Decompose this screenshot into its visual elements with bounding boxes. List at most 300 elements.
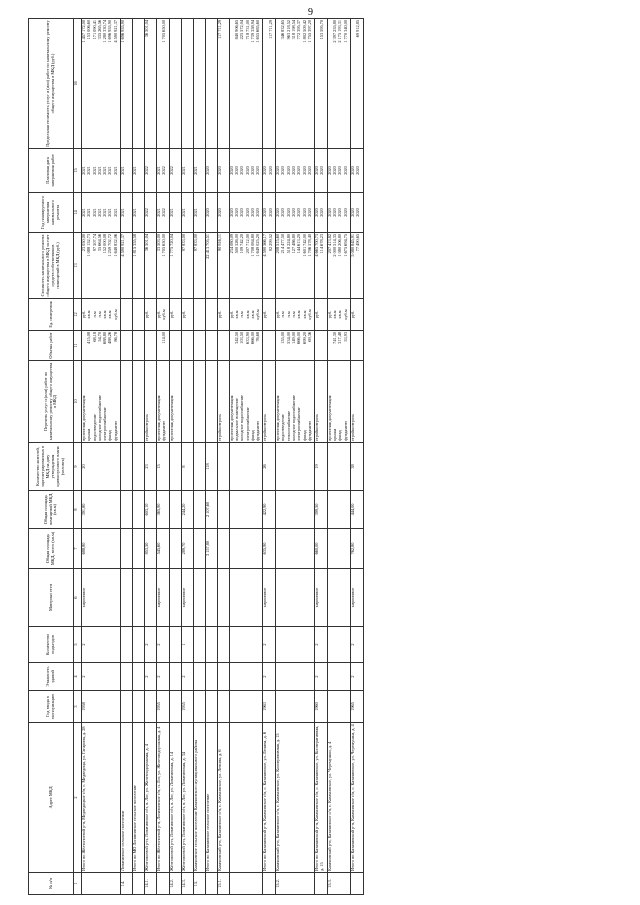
cell-yr [327,193,350,233]
cell-no: 15.1. [217,873,229,895]
cell-area2: 391,80 [82,491,121,529]
cell-works [145,361,157,443]
cell-works [217,361,229,443]
column-header: № п/п [29,873,74,895]
column-number: 10 [74,361,82,443]
cell-line: п.м [280,311,286,318]
cell-mat [229,569,263,627]
cell-plan [82,149,121,193]
cell-mat [133,569,145,627]
cell-line: 518 224,80 [285,234,291,254]
cell-addr: Казачинский р-н, Казачинское с/п, с. Казачинское, ул. Кооперативная, д. 15 [276,723,315,873]
cell-line: кв.м [332,310,338,319]
cell-vol [82,331,121,361]
rotated-table-wrapper [28,19,628,895]
cell-line: 36 501,04 [144,234,150,252]
page-number: 9 [308,7,313,18]
cell-line: 2021 [180,208,186,217]
cell-addr: Казачинский р-н, Казачинское с/п, с. Казачинское, ул. Черемушки, д. 4 [327,723,350,873]
cell-line: 2020 [314,166,320,175]
table-row [145,19,157,895]
cell-line [182,332,187,359]
cell-addr: Жёлтоноевой р-н, Лопатинское с/п, п. Лог, ул. Лопатинская, д. 14 [169,723,181,873]
cell-year [193,691,205,723]
cell-max [82,19,121,149]
cell-area2 [193,491,205,529]
cell-line: стройконтроль [262,413,268,441]
cell-line: фасад [301,430,307,441]
cell-fl [327,663,350,691]
cell-unit [315,299,328,331]
cell-line: 35 664,56 [96,234,102,252]
cell-no: 15.3. [327,873,350,895]
cell-line: 2 397 255,80 [332,20,338,43]
cell-line: кв.м [86,310,92,319]
cell-max [133,19,145,149]
cell-line: 2021 [132,166,138,175]
cell-fl [205,663,217,691]
cell-line: п.м [285,311,291,318]
column-number: 7 [74,529,82,569]
cell-en [133,627,145,663]
cell-area2 [229,491,263,529]
cell-line: 23 050,00 [81,234,86,252]
cell-line: 2021 [81,208,86,217]
cell-vol [169,331,181,361]
cell-en [205,627,217,663]
cell-plan [145,149,157,193]
cell-no [133,873,145,895]
cell-line [263,332,268,359]
table-row [82,19,121,895]
column-header: Количество подъездов [29,627,74,663]
cell-unit [133,299,145,331]
cell-plan [157,149,170,193]
table-row [205,19,217,895]
cell-cost [276,233,315,299]
column-header: Ед. измерения [29,299,74,331]
cell-yr [82,193,121,233]
cell-plan [350,149,363,193]
cell-max [121,19,133,149]
cell-fl [169,663,181,691]
cell-line: 2021 [96,208,102,217]
cell-cost [263,233,276,299]
cell-fl [217,663,229,691]
cell-area2: 365,90 [157,491,170,529]
cell-cost [327,233,350,299]
cell-works [315,361,328,443]
cell-line: 171 090,41 [91,20,97,40]
cell-works [350,361,363,443]
cell-line: 1 080 206,80 [337,234,343,257]
cell-mat [121,569,133,627]
cell-people [133,443,145,491]
cell-line: 2020 [267,208,273,217]
cell-line: 2020 [342,208,348,217]
cell-max [169,19,181,149]
cell-line: 1 655 685,60 [255,20,261,43]
cell-line: 2020 [355,208,361,217]
table-row [327,19,350,895]
cell-line: 207 413,82 [326,234,332,254]
column-header: Перечень услуг и (или) работ по капитальному ремонту общего имущества в МКД [29,361,74,443]
cell-cost [315,233,328,299]
cell-yr [276,193,315,233]
column-header: Плановая дата завершения работ [29,149,74,193]
cell-line: 2020 [262,166,268,175]
cell-addr: Казачинское сельское поселение Казачинского муниципального района [193,723,205,873]
cell-line: куб.м [112,309,118,320]
cell-line: 342,50 [233,332,239,344]
cell-line: 2021 [120,208,126,217]
cell-line: 2020 [239,208,245,217]
cell-en: 2 [82,627,121,663]
cell-line: 114 678,23 [319,234,325,254]
cell-line: 2020 [255,166,261,175]
cell-line: 2020 [204,208,210,217]
cell-line: 2021 [156,166,162,175]
cell-line: 2020 [239,166,245,175]
cell-en [121,627,133,663]
cell-area: 3 157,80 [205,529,217,569]
cell-line: 2020 [301,208,307,217]
cell-people [193,443,205,491]
document-sheet [28,19,628,895]
cell-line: фасад [249,430,255,441]
cell-line: 2020 [296,166,302,175]
cell-area2 [169,491,181,529]
cell-people: 38 [350,443,363,491]
cell-line: 500 526,00 [233,234,239,254]
cell-addr: Итого по Казачинское сельское поселение [205,723,217,873]
cell-vol [157,331,170,361]
cell-line: 54,70 [96,332,102,342]
cell-line: 2020 [296,208,302,217]
cell-works [193,361,205,443]
cell-line: 2020 [249,208,255,217]
cell-cost [193,233,205,299]
cell-line: 1 705 650,00 [161,20,167,43]
column-number: 6 [74,569,82,627]
cell-line: кв.м [244,310,250,319]
cell-line: 2020 [342,166,348,175]
cell-line: кв.м [296,310,302,319]
cell-vol [181,331,193,361]
cell-line: 214 477,50 [280,234,286,254]
cell-line: 2020 [233,166,239,175]
column-number: 4 [74,663,82,691]
cell-line: 2020 [326,208,332,217]
cell-line: 2020 [290,166,296,175]
cell-line: п.м [96,311,102,318]
cell-line: 2021 [81,166,86,175]
cell-mat: кирпичное [315,569,328,627]
cell-line: 2020 [275,208,281,217]
cell-en: 2 [350,627,363,663]
cell-line: 2020 [337,208,343,217]
cell-line: 2021 [112,208,118,217]
cell-area [276,529,315,569]
cell-area: 853,50 [145,529,157,569]
cell-works [229,361,263,443]
cell-line: крыша [332,428,338,441]
cell-line: 97 507,74 [91,234,97,252]
cell-fl [193,663,205,691]
cell-line: 2020 [301,166,307,175]
cell-line: 2022 [161,208,167,217]
cell-fl: 2 [263,663,276,691]
cell-line: 415,08 [86,332,92,344]
cell-vol [263,331,276,361]
cell-no: 14.3. [181,873,193,895]
column-header: Предельная стоимость услуг и (или) работ по капитальному ремонту общего имущества в МКД (руб.) [29,19,74,149]
cell-line: 117 711,29 [267,20,273,40]
cell-year: 1958 [82,691,121,723]
cell-line: 69,36 [306,332,312,342]
cell-no [315,873,328,895]
cell-line: 2020 [319,166,325,175]
cell-fl: 2 [350,663,363,691]
cell-line: 2021 [168,208,174,217]
cell-mat [327,569,350,627]
cell-year [327,691,350,723]
cell-line: 2020 [275,166,281,175]
cell-line: руб. [326,310,332,319]
cell-line: проектная документация [326,395,332,441]
cell-no [82,873,121,895]
cell-area [133,529,145,569]
column-number: 13 [74,233,82,299]
cell-line: 2020 [216,166,222,175]
cell-mat: кирпичное [181,569,193,627]
cell-line: куб.м [161,309,167,320]
cell-line: стройконтроль [349,413,355,441]
cell-line: 1 802 509,42 [301,20,307,43]
cell-mat [276,569,315,627]
cell-line: 2021 [91,208,97,217]
cell-line: проектная документация [275,395,281,441]
cell-line: 22 413 705,51 [204,234,210,259]
cell-yr [229,193,263,233]
cell-yr [193,193,205,233]
cell-line: п.м [91,311,97,318]
cell-plan [229,149,263,193]
cell-line: 2021 [192,208,198,217]
cell-line: 2020 [285,208,291,217]
cell-works [121,361,133,443]
column-header: Год ввода в эксплуатацию [29,691,74,723]
cell-line: куб.м [255,309,261,320]
cell-people: 26 [263,443,276,491]
cell-works [263,361,276,443]
cell-line: 2021 [107,208,113,217]
cell-line: 1 601 742,00 [301,234,307,257]
cell-line: 666,00 [249,332,255,344]
cell-line: 2020 [306,208,312,217]
cell-line: 1 648 832,06 [112,234,118,257]
cell-line: 2020 [233,208,239,217]
cell-yr [181,193,193,233]
cell-no [263,873,276,895]
cell-fl: 2 [145,663,157,691]
cell-line: проектная документация [81,395,86,441]
cell-line: 153 595,70 [319,20,325,40]
cell-yr [205,193,217,233]
cell-no: 14.2. [169,873,181,895]
cell-plan [181,149,193,193]
cell-line: 77 490,65 [355,234,361,252]
cell-line: 1 815 355,58 [132,234,138,257]
cell-line: 1 755 397,20 [306,20,312,43]
cell-year [276,691,315,723]
cell-line: стройконтроль [216,413,222,441]
cell-addr: Жёлтоноевой р-н, Лопатинское с/п, п. Лог, ул. Железнодорожная, д. 4 [145,723,157,873]
column-header: Стоимость капитального ремонта общего имущества в МКД за счет средств собственников помещений в МКД (руб.) [29,233,74,299]
cell-line: 153 006,60 [86,20,92,40]
cell-line: проектная документация [168,395,174,441]
cell-cost [133,233,145,299]
cell-line: 5 080 845,91 [349,234,355,257]
cell-works [276,361,315,443]
cell-line: 92 299,52 [267,234,273,252]
cell-line: водоотведение [280,414,286,441]
cell-line: 97 833,00 [180,234,186,252]
cell-no: 15.2. [276,873,315,895]
cell-year [121,691,133,723]
cell-line: 2020 [249,166,255,175]
cell-line: электроснабжение [296,407,302,441]
column-header: Общая площадь МКД, всего (кв.м) [29,529,74,569]
column-header: Общая площадь помещений МКД (кв.м) [29,491,74,529]
column-number: 11 [74,331,82,361]
table-row [263,19,276,895]
column-number: 16 [74,19,82,149]
cell-addr: Итого по Жёлтоноевой р-н, Медведицкое с/п, с. Медведица, ул. Гагарина, д. 28 [82,723,121,873]
cell-en: 2 [145,627,157,663]
cell-year [169,691,181,723]
cell-area2: 2 107,60 [205,491,217,529]
cell-line [182,362,187,441]
cell-addr: Казачинский р-н, Казачинское с/п, с. Казачинское, ул. Ленина, д. 6 [217,723,229,873]
cell-plan [217,149,229,193]
cell-line: 633,90 [244,332,250,344]
cell-area: 762,80 [350,529,363,569]
cell-line: 2021 [91,166,97,175]
cell-area2: 422,90 [263,491,276,529]
cell-line: 2020 [290,208,296,217]
cell-unit [229,299,263,331]
cell-vol [327,331,350,361]
cell-area [169,529,181,569]
cell-cost [169,233,181,299]
table-row [350,19,363,895]
column-number: 1 [74,873,82,895]
cell-area2 [276,491,315,529]
cell-line: 1 705 650,00 [161,234,167,257]
cell-line: 1 457 172,00 [81,20,86,43]
column-header: Количество жителей, зарегистрированных в МКД на дату утверждения краткосрочного плана (человек) [29,443,74,491]
cell-max [181,19,193,149]
cell-line: 2021 [102,166,108,175]
cell-area2 [121,491,133,529]
cell-vol [205,331,217,361]
cell-year: 1965 [350,691,363,723]
cell-line: теплоснабжение [285,410,291,441]
cell-people: 19 [315,443,328,491]
cell-vol [229,331,263,361]
cell-year: 1963 [263,691,276,723]
cell-line: 234 080,09 [228,234,234,254]
cell-en [217,627,229,663]
cell-mat [205,569,217,627]
cell-area: 635,90 [263,529,276,569]
cell-unit [121,299,133,331]
cell-line: 1 708 084,80 [249,234,255,257]
cell-line: куб.м [306,309,312,320]
cell-vol [193,331,205,361]
cell-cost [82,233,121,299]
cell-people [276,443,315,491]
cell-line: фундамент [112,420,118,441]
cell-line: стройконтроль [314,413,320,441]
cell-yr [169,193,181,233]
table-row [193,19,205,895]
cell-line: 152 000,08 [102,234,108,254]
cell-en: 2 [157,627,170,663]
cell-line: 2022 [161,166,167,175]
cell-fl: 2 [157,663,170,691]
cell-line: 2020 [349,208,355,217]
cell-line: 4 590 921,37 [120,234,126,257]
cell-line: 2 175 193,31 [337,20,343,43]
column-number: 8 [74,491,82,529]
cell-line: 2020 [306,166,312,175]
column-number: 14 [74,193,82,233]
cell-line: 2020 [216,208,222,217]
cell-line: руб. [144,310,150,319]
cell-cost [350,233,363,299]
cell-cost [229,233,263,299]
cell-line: 90 816,11 [216,234,222,252]
cell-line [218,332,223,359]
cell-line: 2021 [120,166,126,175]
cell-line: крыша [86,428,92,441]
cell-people [121,443,133,491]
cell-line: 2021 [132,208,138,217]
cell-unit [263,299,276,331]
cell-max [327,19,350,149]
cell-line: 1 696 955,90 [107,20,113,43]
cell-line: 1 696 955,90 [120,20,126,43]
cell-works [82,361,121,443]
cell-cost [217,233,229,299]
table-row [169,19,181,895]
cell-line: 1 770 340,00 [342,20,348,43]
header-row [29,19,74,895]
cell-plan [263,149,276,193]
cell-fl: 2 [181,663,193,691]
cell-line: фундамент [255,420,261,441]
cell-people: 118 [205,443,217,491]
cell-line: 225 572,04 [239,20,245,40]
cell-no: 14.1. [145,873,157,895]
cell-line: руб. [216,310,222,319]
cell-unit [350,299,363,331]
cell-line: 207 712,00 [244,234,250,254]
cell-mat: кирпичное [350,569,363,627]
cell-en: 1 [181,627,193,663]
